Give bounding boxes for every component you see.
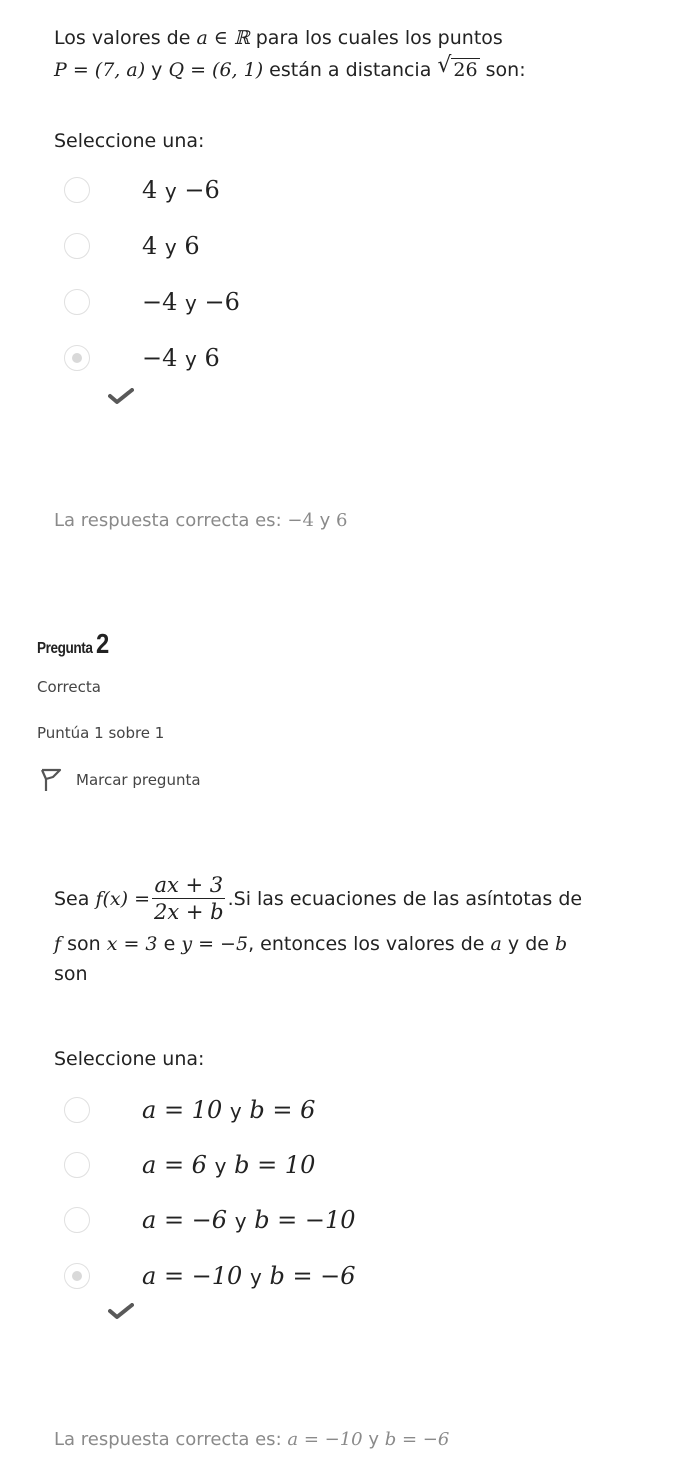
question-2-line-2: f son x = 3 e y = −5, entonces los valores de a y de b (54, 933, 568, 955)
answer-option-4[interactable] (64, 1256, 356, 1296)
question-status: Correcta (37, 678, 101, 696)
option-label[interactable]: −4 y −6 (142, 288, 240, 316)
question-1-line-1: Los valores de a ∈ ℝ para los cuales los puntos (54, 27, 503, 49)
answer-option-3[interactable] (64, 1200, 356, 1240)
question-2-line-1: Sea f(x) = $\frac{ax + 3}{2x + b}$ .Si las ecuaciones de las asíntotas de (54, 873, 583, 924)
option-label[interactable]: 4 y 6 (142, 232, 200, 260)
question-2-line-3: son (54, 963, 88, 985)
fraction: $\frac{ax + 3}{2x + b}$ (154, 873, 224, 924)
radio-button-selected[interactable] (64, 345, 90, 371)
answer-option-1[interactable] (64, 170, 220, 210)
question-2-text (54, 872, 684, 989)
option-label[interactable]: −4 y 6 (142, 344, 220, 372)
option-label[interactable]: a = −6 y b = −10 (142, 1206, 356, 1234)
radio-button[interactable] (64, 1207, 90, 1233)
option-label[interactable]: a = 10 y b = 6 (142, 1096, 316, 1124)
radio-button[interactable] (64, 177, 90, 203)
correct-answer-feedback: La respuesta correcta es: a = −10 y b = −6 (54, 1429, 450, 1450)
option-label[interactable]: a = −10 y b = −6 (142, 1262, 356, 1290)
question-number-heading: Pregunta 2 (37, 628, 109, 659)
question-1-text (54, 22, 674, 86)
option-label[interactable]: 4 y −6 (142, 176, 220, 204)
answer-option-2[interactable] (64, 1145, 316, 1185)
option-label[interactable]: a = 6 y b = 10 (142, 1151, 316, 1179)
answer-option-3[interactable] (64, 282, 240, 322)
radio-button[interactable] (64, 1097, 90, 1123)
correct-checkmark-icon (108, 388, 134, 404)
radical-icon: √ (437, 53, 452, 78)
question-grade: Puntúa 1 sobre 1 (37, 724, 165, 742)
correct-answer-feedback: La respuesta correcta es: −4 y 6 (54, 510, 348, 531)
radio-button-selected[interactable] (64, 1263, 90, 1289)
sqrt-expression: √ 26 (437, 54, 479, 86)
answer-option-4[interactable] (64, 338, 220, 378)
select-one-label: Seleccione una: (54, 1048, 205, 1070)
question-1-line-2: P = (7, a) y Q = (6, 1) están a distancia √ 26 son: (54, 54, 674, 86)
answer-option-1[interactable] (64, 1090, 316, 1130)
correct-checkmark-icon (108, 1303, 134, 1319)
answer-option-2[interactable] (64, 226, 200, 266)
flag-icon (40, 768, 62, 792)
radio-button[interactable] (64, 1152, 90, 1178)
radio-button[interactable] (64, 233, 90, 259)
select-one-label: Seleccione una: (54, 130, 205, 152)
flag-question-button[interactable]: Marcar pregunta (40, 768, 201, 792)
radio-button[interactable] (64, 289, 90, 315)
